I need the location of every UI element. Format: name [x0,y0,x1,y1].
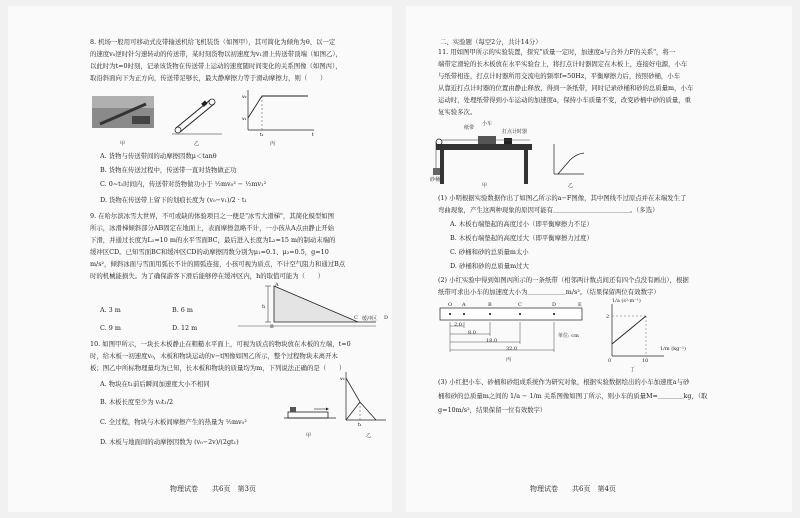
tape-point-a: A [462,302,466,308]
q9-label-a: A [275,282,279,288]
svg-text:t: t [312,133,314,138]
caption-yi: 乙 [568,183,574,189]
tape-point-b: B [488,302,492,308]
q10-line-3: 板；图乙中所标物理量均为已知，长木板和物块的质量均为m，下列说法正确的是（ ） [90,364,346,372]
q9-label-buffer: 缓冲区 [362,316,378,322]
q11-part3-line-3: g=10m/s²，结果保留一位有效数字） [438,406,547,414]
tape-distance-1: 2.0 [454,322,462,328]
q11-line-5: 运动时，处理纸带得到小车运动的加速度a，保持小车质量不变，改变砂桶中砂的质量，重 [438,96,692,104]
label-tape: 纸带 [464,125,475,131]
svg-text:t₁: t₁ [358,423,362,428]
tape-unit: 单位: cm [558,333,579,339]
q9-option-b: B. 6 m [172,306,193,314]
q8-caption-jia: 甲 [120,141,126,147]
sand-bucket [433,168,440,175]
svg-text:v₀: v₀ [340,377,345,382]
caption-jia: 甲 [482,183,488,189]
q11-part2-line-2: 纸带可求出小车的加速度大小为＿＿＿＿＿＿m/s²。（结果保留两位有效数字） [438,288,660,296]
q8-option-c: C. 0~t₁时间内，传送带对货物做功小于 ½mv₀² − ½mv₁² [100,180,267,188]
q11-part1-option-d: D. 砂桶和砂的总质量m过大 [450,262,529,270]
q8-line-1: 8. 机场一般用可移动式皮带输送机给飞机装货（如图甲），其可简化为倾角为θ、以一定 [90,38,336,46]
timer [504,138,512,144]
q10-line-2: 时，给木板一初速度v₀，木板和物块运动的v−t图像如图乙所示，整个过程物块未离开木 [90,352,338,360]
q8-line-2: 的速度v₀逆时针匀速转动的传送带，某时刻货物以初速度为v₁滑上传送带顶端（如图乙）， [90,50,342,58]
q8-vt-graph [242,90,314,138]
tape-distance-4: 32.0 [506,346,518,352]
q11-part3-line-2: 桶和砂的总质量m之间的 1/a − 1/m 关系图像如图丁所示，则小车的质量M=＿＿＿＿kg，（取 [438,392,708,400]
q10-caption-jia: 甲 [306,433,312,439]
q11-line-3: 与纸带相连，打点计时器所用交流电的频率f=50Hz，平衡摩擦力后，按照砂桶，小车 [438,72,681,80]
q8-option-d: D. 货物在传送带上留下的划痕长度为 (v₀−v₁)/2 · t₁ [100,196,247,204]
q11-line-1: 11. 用如图甲所示的实验装置，探究"质量一定时，加速度a与合外力F的关系"，将一 [438,48,676,56]
q9-line-4: 缓冲区CD。已知雪面BC和缓冲区CD的动摩擦因数分别为μ₁=0.1、μ₂=0.5，g=10 [90,248,329,256]
graph-ding-xlabel: 1/m (kg⁻¹) [660,346,686,352]
graph-ding-caption: 丁 [630,367,636,373]
graph-ding-origin: 0 [608,358,612,364]
q9-line-2: 所示，冰滑梯倾斜部分AB固定在地面上，表面摩擦忽略不计，一小孩从A点由静止开始 [90,224,334,232]
graph-ding-ytick: 2 [606,314,610,320]
right-page [406,6,792,512]
q11-line-6: 复实验多次。 [438,108,477,116]
q11-part1-line-2: 弯曲现象，产生这两种现象的原因可能有＿＿＿＿＿＿＿＿＿＿＿＿。（多选） [438,206,659,214]
q8-option-a: A. 货物与传送带间的动摩擦因数μ＜tanθ [100,152,217,160]
q9-line-1: 9. 在哈尔滨冰雪大世界，不可或缺的体验项目之一便是"冰雪大滑梯"，其简化模型如图 [90,212,335,220]
q11-aF-graph [552,142,586,176]
q8-option-b: B. 货物在传送过程中，传送带一直对货物做正功 [100,166,237,174]
q9-label-d: D [384,315,389,321]
q10-line-1: 10. 如图甲所示，一块长木板静止在粗糙水平面上，可视为质点的物块放在木板的左端，t=0 [90,340,351,348]
tape-point-e: E [578,302,582,308]
q10-option-c: C. 全过程，物块与木板间摩擦产生的热量为 ½mv₀² [100,418,247,426]
q10-option-b: B. 木板长度至少为 v₀t₁/2 [100,398,174,406]
tape-point-o: O [448,302,453,308]
q9-option-d: D. 12 m [172,324,198,332]
graph-ding-xtick: 10 [642,358,649,364]
q11-line-4: 从靠近打点计时器的位置由静止释放，得到一条纸带，同时记录砂桶和砂的总质量m，小车 [438,84,694,92]
q10-board-diagram [284,407,336,418]
svg-text:t₁: t₁ [260,133,264,138]
q11-part1-option-c: C. 砂桶和砂的总质量m太小 [450,248,529,256]
tape-point-d: D [552,302,557,308]
left-page-footer: 物理试卷 共6页 第3页 [170,485,256,493]
tape-distance-3: 18.0 [486,338,498,344]
q8-caption-bing: 丙 [270,141,276,147]
q11-part1-option-b: B. 木板右端垫起的高度过大（即平衡摩擦力过度） [450,234,593,242]
q11-part1-option-a: A. 木板右端垫起的高度过小（即平衡摩擦力不足） [450,220,593,228]
left-page [8,6,392,512]
q10-caption-yi: 乙 [366,433,372,439]
q10-option-a: A. 物块在t₁前后瞬间加速度大小不相同 [100,380,210,388]
q8-line-4: 取沿斜面向下为正方向，传送带足够长，最大静摩擦力等于滑动摩擦力，则（ ） [90,74,327,82]
q9-slide-diagram [208,282,378,334]
q8-figures [92,88,332,140]
q11-inverse-graph [606,300,666,360]
tape-caption: 丙 [506,357,512,363]
q11-part3-line-1: (3) 小红把小车、砂桶和砂组成系统作为研究对象，根据实验数据绘出的小车加速度a与砂 [438,378,690,386]
right-page-footer: 物理试卷 共6页 第4页 [530,485,616,493]
q11-part1-line-1: (1) 小明根据实验数据作出了如图乙所示的a−F图像，其中图线不过原点并在末端发生了 [438,194,687,202]
q9-option-c: C. 9 m [100,324,121,332]
label-timer: 打点计时器 [502,129,528,135]
label-bucket: 砂桶 [430,177,441,183]
cart [478,136,496,144]
section-title: 二、实验题（每空2分，共计14分） [440,38,542,46]
q9-line-3: 下滑，并通过长度为L₁=10 m的水平雪面BC，最后进入长度为L₂=15 m的制动末端的 [90,236,336,244]
q10-option-d: D. 木板与地面间的动摩擦因数为 (v₀−2v)/(2gt₁) [100,438,239,446]
svg-text:v₀: v₀ [242,95,247,100]
q9-label-c: C [354,315,358,321]
q9-label-b: B [270,324,274,330]
svg-text:v₁: v₁ [242,117,247,122]
tape-point-c: C [518,302,522,308]
q10-figures [284,368,388,432]
q9-line-6: 时的机械能损失。为了确保游客下滑后能够停在缓冲区内，h的取值可能为（ ） [90,272,325,280]
q8-line-3: 以此时为t=0时刻，记录该货物在传送带上运动的速度随时间变化的关系图像（如图丙）， [90,62,342,70]
q10-vt-graph [340,372,386,428]
q9-line-5: m/s²，倾斜冰面与雪面用弧长不计的圆弧连接，小孩可视为质点，不计空气阻力和通过B点 [90,260,346,268]
q11-line-2: 端带定滑轮的长木板放在水平实验台上，将打点计时器固定在木板上，连接好电源，小车 [438,60,688,68]
q9-option-a: A. 3 m [100,306,121,314]
q11-part2-line-1: (2) 小红实验中得到如图丙所示的一条纸带（相邻两计数点间还有四个点没有画出），根据 [438,276,689,284]
tape-distance-2: 8.0 [468,330,476,336]
graph-ding-ylabel: 1/a (s²·m⁻¹) [612,298,641,304]
label-cart: 小车 [482,121,493,127]
q8-conveyor-diagram [172,99,222,134]
q9-label-h: h [262,304,266,310]
q8-caption-yi: 乙 [194,141,200,147]
